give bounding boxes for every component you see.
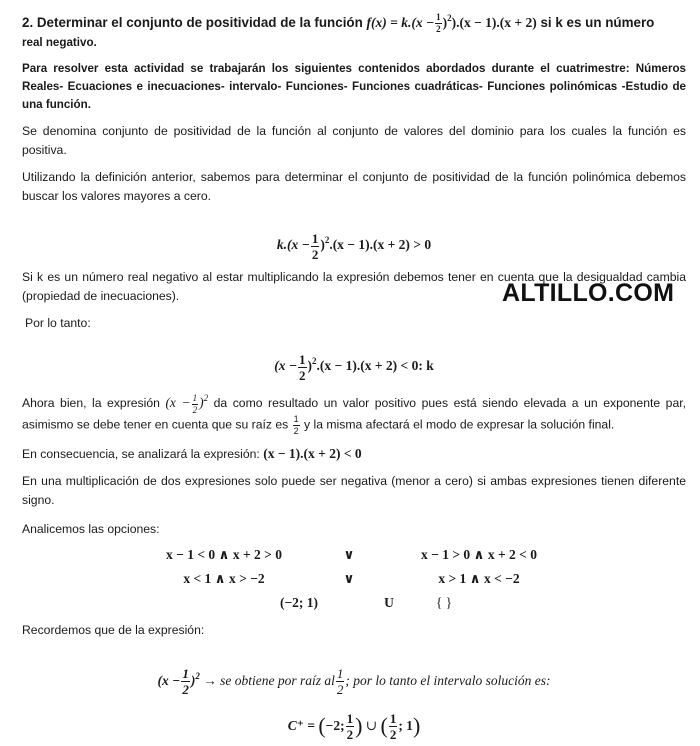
negative-k-paragraph: Si k es un número real negativo al estar multiplicando la expresión debemos tener en cuenta que la desigualdad cambia (propiedad de inecuaciones). — [22, 270, 686, 304]
exercise-title-line2: real negativo. — [22, 36, 97, 50]
options-row-3: (−2; 1) U { } — [279, 594, 453, 610]
title-trail: si k es un número — [540, 15, 655, 30]
site-watermark: ALTILLO.COM — [502, 279, 675, 307]
method-paragraph: Utilizando la definición anterior, sabemos para determinar el conjunto de positividad de la función polinómica debemos buscar los valores mayores a cero. — [22, 170, 686, 204]
document — [22, 8, 686, 746]
inequality-2: (x − $\frac{1}{2}$ )$^2$.(x − 1).(x + 2) < 0: k — [274, 351, 434, 383]
inequality-1: k.(x − $\frac{1}{2}$ )$^2$.(x − 1).(x + 2) > 0 — [276, 230, 432, 262]
intro-paragraph: Para resolver esta actividad se trabajarán los siguientes contenidos abordados durante el cuatrimestre: Números Reales- Ecuaciones e inecuaciones- intervalo- Funciones- Funciones cuadráticas- Funciones polinómicas -Estudio de una función. — [22, 62, 686, 112]
recall-label: Recordemos que de la expresión: — [22, 622, 205, 637]
solution-interval: C⁺ = (−2; $\frac{1}{2}$ ) ∪ ( $\frac{1}{2}$ ; 1) — [287, 711, 421, 743]
analysis-paragraph: En consecuencia, se analizará la expresión: (x − 1).(x + 2) < 0 — [22, 445, 362, 461]
options-row-2: x < 1 ∧ x > −2 ∨ x > 1 ∧ x < −2 — [183, 570, 520, 586]
function-expression: f(x) = k.(x − $\frac{1}{2}$ )$^2$).(x − 1).(x + 2) — [366, 12, 537, 35]
sign-rule-paragraph: En una multiplicación de dos expresiones solo puede ser negativa (menor a cero) si ambas expresiones tienen diferente signo. — [22, 473, 686, 507]
therefore-label: Por lo tanto: — [25, 316, 91, 331]
exercise-title — [22, 8, 686, 34]
root-note: (x − $\frac{1}{2}$ )$^2$ → se obtiene por raíz al $\frac{1}{2}$ ; por lo tanto el intervalo solución es: — [157, 666, 551, 698]
definition-paragraph: Se denomina conjunto de positividad de la función al conjunto de valores del dominio para los cuales la función es positiva. — [22, 124, 686, 158]
options-label: Analicemos las opciones: — [22, 521, 160, 536]
options-row-1: x − 1 < 0 ∧ x + 2 > 0 ∨ x − 1 > 0 ∧ x + 2 < 0 — [166, 546, 537, 562]
square-term-paragraph: Ahora bien, la expresión (x − $\frac{1}{2}$ )$^2$ da como resultado un valor positivo pues está siendo elevada a un exponente par, asimismo se debe tener en cuenta que su raíz es $\frac{1}{2}$ y la misma afectará el modo de expresar la solución final. — [22, 392, 687, 436]
title-lead: 2. Determinar el conjunto de positividad de la función — [22, 15, 363, 30]
